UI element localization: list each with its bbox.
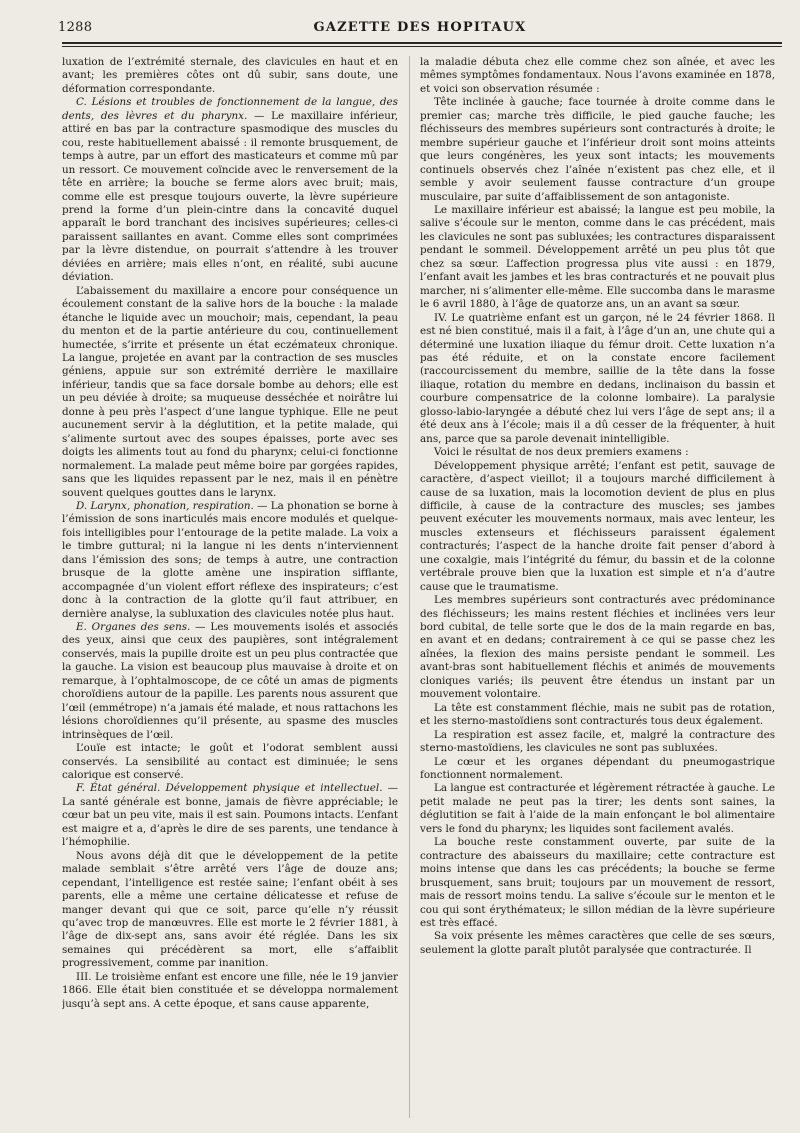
paragraph-text: — Le maxillaire inférieur, attiré en bas par la contracture spasmodique des muscles du cou, reste habituellement abaissé : il remonte brusquement, de temps à autre, par un effort des masticateurs et comme mû par un ressort. Ce mouvement coïncide avec le renversement de la tête en arrière; la bouche se ferme alors avec bruit; mais, comme elle est presque toujours ouverte, la lèvre supérieure prend la forme d’un plein-cintre dans la concavité duquel apparaît le bord tranchant des incisives supérieures; celles-ci paraissent saillantes en avant. Comme elles sont comprimées par la lèvre distendue, on pourrait s’attendre à les trouver déviées en arrière; mais elles n’ont, en réalité, subi aucune déviation.	[62, 109, 398, 284]
paragraph	[420, 460, 775, 595]
paragraph	[420, 729, 775, 756]
paragraph-text: IV. Le quatrième enfant est un garçon, né le 24 février 1868. Il est né bien constitué, mais il a fait, à l’âge d’un an, une chute qui a déterminé une luxation iliaque du fémur droit. Cette luxation n’a pas été réduite, et on la constate encore facilement (raccourcissement du membre, saillie de la tête dans la fosse iliaque, rotation du membre en dedans, inclinaison du bassin et courbure compensatrice de la colonne lombaire). La paralysie glosso-labio-laryngée a débuté chez lui vers l’âge de sept ans; il a été deux ans à l’école; mais il a dû cesser de la fréquenter, à huit ans, parce que sa parole devenait inintelligible.	[420, 311, 775, 445]
header-rule-thin	[62, 46, 782, 47]
paragraph-text: Le maxillaire inférieur est abaissé; la langue est peu mobile, la salive s’écoule sur le menton, comme dans le cas précédent, mais les clavicules ne sont pas subluxées; les contractures disparaissent pendant le sommeil. Développement arrêté un peu plus tôt que chez sa sœur. L’affection progressa plus vite aussi : en 1879, l’enfant avait les jambes et les bras contracturés et ne pouvait plus marcher, ni s’alimenter elle-même. Elle succomba dans le marasme le 6 avril 1880, à l’âge de quatorze ans, un an avant sa sœur.	[420, 203, 775, 311]
paragraph	[420, 930, 775, 957]
paragraph-text: La respiration est assez facile, et, malgré la contracture des sterno-mastoïdiens, les clavicules ne sont pas subluxées.	[420, 728, 775, 755]
paragraph	[420, 204, 775, 312]
paragraph-text: Développement physique arrêté; l’enfant est petit, sauvage de caractère, d’aspect vieillot; il a toujours marché difficilement à cause de sa luxation, mais la locomotion devient de plus en plus difficile, à cause de la contracture des muscles; ses jambes peuvent exécuter les mouvements normaux, mais avec lenteur, les muscles extenseurs et fléchisseurs paraissent également contracturés; l’aspect de la hanche droite fait penser d’abord à une coxalgie, mais l’intégrité du fémur, du bassin et de la colonne vertébrale prouve bien que la luxation est simple et n’a d’autre cause que le traumatisme.	[420, 459, 775, 593]
paragraph-text: — Les mouvements isolés et associés des yeux, ainsi que ceux des paupières, sont intégralement conservés, mais la pupille droite est un peu plus contractée que la gauche. La vision est beaucoup plus mauvaise à droite et on remarque, à l’ophtalmoscope, de ce côté un amas de pigments choroïdiens autour de la papille. Les parents nous assurent que l’œil (emmétrope) n’a jamais été malade, et nous rattachons les lésions choroïdiennes qu’il présente, au spasme des muscles intrinsèques de l’œil.	[62, 621, 398, 741]
paragraph	[62, 621, 398, 742]
paragraph	[62, 782, 398, 849]
page-header	[58, 14, 782, 40]
paragraph-text: La bouche reste constamment ouverte, par suite de la contracture des abaisseurs du maxillaire; cette contracture est moins intense que dans les cas précédents; la bouche se ferme brusquement, sans bruit; toujours par un mouvement de ressort, mais de ressort moins tendu. La salive s’écoule sur le menton et le cou qui sont érythémateux; le sillon médian de la lèvre supérieure est très effacé.	[420, 836, 775, 929]
paragraph	[62, 285, 398, 500]
paragraph-text: La langue est contracturée et légèrement rétractée à gauche. Le petit malade ne peut pas la tirer; les dents sont saines, la déglutition se fait à l’aide de la main enfonçant le bol alimentaire vers le fond du pharynx; les liquides sont facilement avalés.	[420, 782, 775, 835]
paragraph	[62, 971, 398, 1011]
paragraph	[420, 782, 775, 836]
paragraph-text: III. Le troisième enfant est encore une fille, née le 19 janvier 1866. Elle était bien constituée et se développa normalement jusqu’à sept ans. A cette époque, et sans cause apparente,	[62, 970, 398, 1010]
paragraph-text: luxation de l’extrémité sternale, des clavicules en haut et en avant; les premières côtes ont dû subir, sans doute, une déformation correspondante.	[62, 56, 398, 95]
paragraph	[420, 836, 775, 930]
column-divider	[409, 56, 410, 1118]
running-title: GAZETTE DES HOPITAUX	[313, 20, 527, 35]
paragraph	[62, 742, 398, 782]
paragraph	[420, 96, 775, 204]
paragraph	[420, 702, 775, 729]
paragraph	[420, 56, 775, 96]
paragraph-text: la maladie débuta chez elle comme chez son aînée, et avec les mêmes symptômes fondamentaux. Nous l’avons examinée en 1878, et voici son observation résumée :	[420, 56, 775, 95]
paragraph-text: Nous avons déjà dit que le développement de la petite malade semblait s’être arrêté vers l’âge de douze ans; cependant, l’intelligence est restée saine; l’enfant obéit à ses parents, elle a même une certaine délicatesse et refuse de manger devant qui que ce soit, parce qu’elle n’y réussit qu’avec trop de manœuvres. Elle est morte le 2 février 1881, à l’âge de dix-sept ans, sans avoir été réglée. Dans les six semaines qui précédèrent sa mort, elle s’affaiblit progressivement, comme par inanition.	[62, 849, 398, 970]
left-column	[62, 56, 398, 1124]
header-rule-thick	[62, 42, 782, 44]
section-heading: E. Organes des sens.	[76, 621, 191, 634]
paragraph-text: La tête est constamment fléchie, mais ne subit pas de rotation, et les sterno-mastoïdiens sont contracturés tous deux également.	[420, 701, 775, 728]
paragraph-text: Les membres supérieurs sont contracturés avec prédominance des fléchisseurs; les mains restent fléchies et inclinées vers leur bord cubital, de telle sorte que le dos de la main regarde en bas, en avant et en dedans; contrairement à ce qui se passe chez les aînées, la flexion des mains persiste pendant le sommeil. Les avant-bras sont habituellement fléchis et animés de mouvements cloniques variés; ils peuvent être étendus un instant par un mouvement volontaire.	[420, 594, 775, 701]
paragraph-text: — La phonation se borne à l’émission de sons inarticulés mais encore modulés et quelque-fois intelligibles pour l’entourage de la petite malade. La voix a le timbre guttural; ni la langue ni les dents n’interviennent dans l’émission des sons; de temps à autre, une contraction brusque de la glotte amène une inspiration sifflante, accompagnée d’un violent effort réflexe des inspirateurs; c’est donc à la contraction de la glotte qu’il faut attribuer, en dernière analyse, la subluxation des clavicules notée plus haut.	[62, 499, 398, 620]
paragraph	[420, 312, 775, 447]
paragraph	[62, 96, 398, 284]
right-column	[420, 56, 775, 1124]
section-heading: C. Lésions et troubles de fonctionnement de la langue, des dents, des lèvres et du pharynx.	[62, 96, 398, 122]
paragraph	[62, 850, 398, 971]
paragraph-text: Voici le résultat de nos deux premiers examens :	[434, 446, 689, 459]
page-number: 1288	[58, 20, 93, 35]
section-heading: F. État général. Développement physique et intellectuel.	[76, 782, 383, 795]
section-heading: D. Larynx, phonation, respiration.	[76, 499, 254, 512]
paragraph	[62, 56, 398, 96]
paragraph	[420, 756, 775, 783]
paragraph-text: — La santé générale est bonne, jamais de fièvre appréciable; le cœur bat un peu vite, mais il est sain. Poumons intacts. L’enfant est maigre et a, d’après le dire de ses parents, une tendance à l’hémophilie.	[62, 782, 398, 849]
paragraph	[420, 594, 775, 702]
paragraph	[62, 500, 398, 621]
paragraph	[420, 446, 775, 459]
paragraph-text: Tête inclinée à gauche; face tournée à droite comme dans le premier cas; marche très difficile, le pied gauche fauche; les fléchisseurs des membres supérieurs sont contracturés à droite; le membre supérieur gauche et l’inférieur droit sont moins atteints que leurs congénères, les yeux sont intacts; les mouvements continuels observés chez l’aînée n’existent pas chez elle, et il semble y avoir seulement fausse contracture d’un groupe musculaire, par suite d’affaiblissement de son antagoniste.	[420, 96, 775, 203]
paragraph-text: Sa voix présente les mêmes caractères que celle de ses sœurs, seulement la glotte paraît plutôt paralysée que contracturée. Il	[420, 930, 775, 956]
paragraph-text: Le cœur et les organes dépendant du pneumogastrique fonctionnent normalement.	[420, 755, 775, 782]
paragraph-text: L’abaissement du maxillaire a encore pour conséquence un écoulement constant de la salive hors de la bouche : la malade étanche le liquide avec un mouchoir; mais, cependant, la peau du menton et de la partie antérieure du cou, continuellement humectée, s’irrite et présente un état eczémateux chronique. La langue, projetée en avant par la contraction de ses muscles géniens, appuie sur son extrémité derrière le maxillaire inférieur, tandis que sa face dorsale bombe au dehors; elle est un peu déviée à droite; sa muqueuse desséchée et noirâtre lui donne à peu près l’aspect d’une langue typhique. Elle ne peut aucunement servir à la déglutition, et la petite malade, qui s’alimente surtout avec des soupes épaisses, porte avec ses doigts les aliments tout au fond du pharynx; celui-ci fonctionne normalement. La malade peut même boire par gorgées rapides, sans que les liquides repassent par le nez, mais il en pénètre souvent quelques gouttes dans le larynx.	[62, 284, 398, 499]
paragraph-text: L’ouïe est intacte; le goût et l’odorat semblent aussi conservés. La sensibilité au contact est diminuée; le sens calorique est conservé.	[62, 742, 398, 782]
